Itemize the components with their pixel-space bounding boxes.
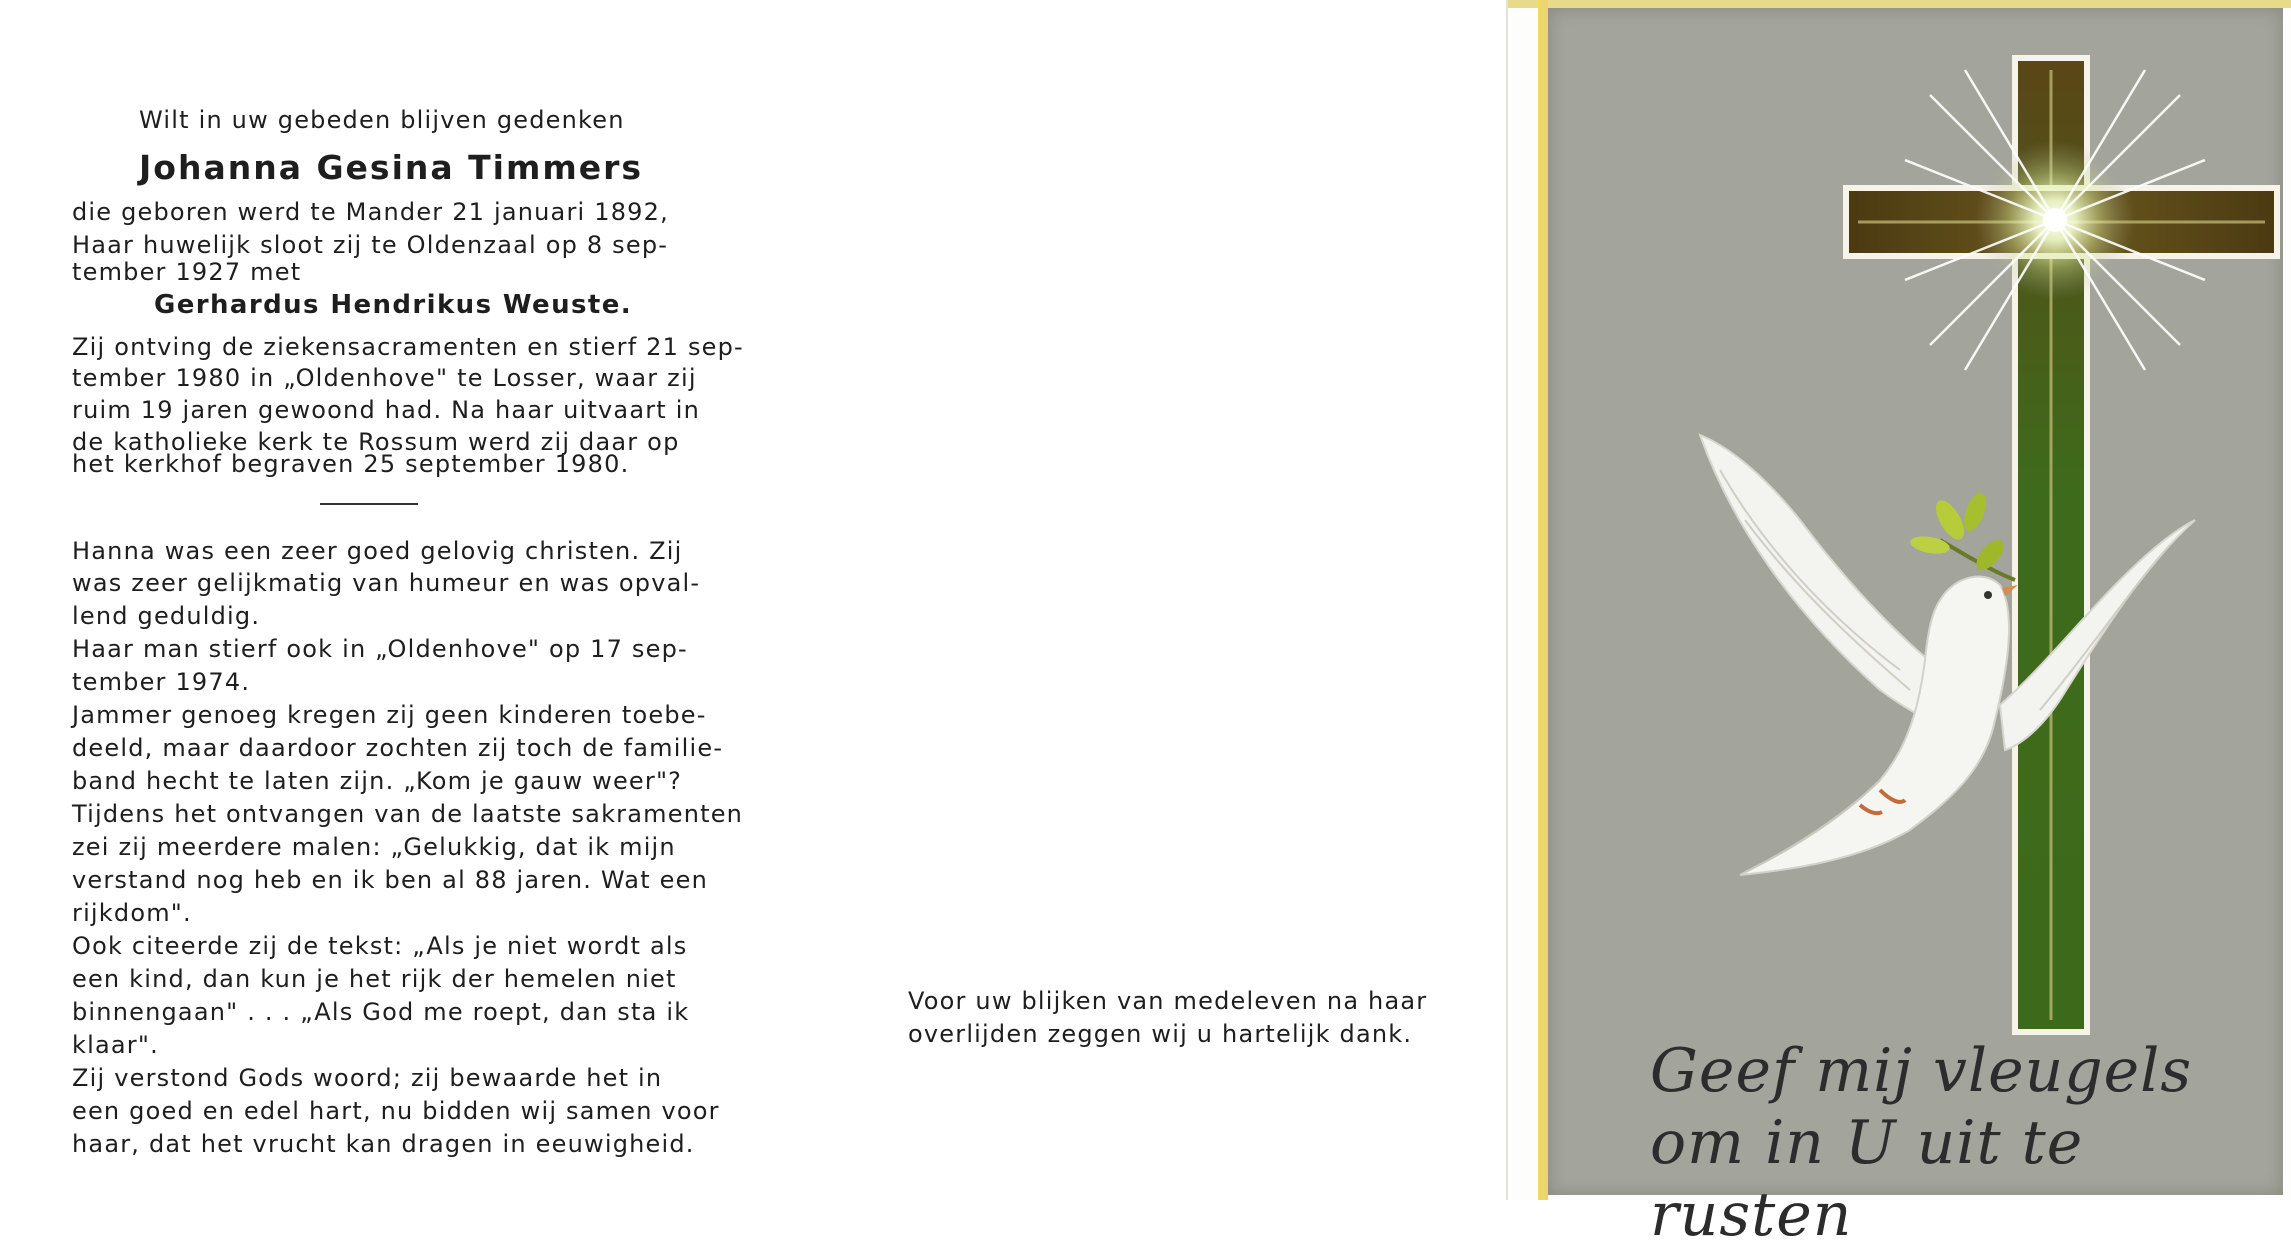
memorial-line: tember 1974. [72, 668, 251, 696]
death-line: het kerkhof begraven 25 september 1980. [72, 450, 630, 478]
thanks-line: overlijden zeggen wij u hartelijk dank. [908, 1020, 1413, 1048]
memorial-line: zei zij meerdere malen: „Gelukkig, dat ik mijn [72, 833, 676, 861]
memorial-line: verstand nog heb en ik ben al 88 jaren. Wat een [72, 866, 708, 894]
spouse-name: Gerhardus Hendrikus Weuste. [154, 290, 633, 320]
memorial-line: Hanna was een zeer goed gelovig christen. Zij [72, 537, 683, 565]
memorial-line: Jammer genoeg kregen zij geen kinderen toebe- [72, 701, 707, 729]
motto-line: Geef mij vleugels [1650, 1036, 2193, 1106]
bio-line: die geboren werd te Mander 21 januari 1892, [72, 198, 669, 226]
card-motto [1650, 1035, 2250, 1251]
bio-line: tember 1927 met [72, 258, 302, 286]
death-line: de katholieke kerk te Rossum werd zij daar op [72, 428, 680, 456]
motto-line: om in U uit te rusten [1650, 1108, 2084, 1250]
intro-line: Wilt in uw gebeden blijven gedenken [139, 106, 625, 134]
memorial-line: Zij verstond Gods woord; zij bewaarde het in [72, 1064, 663, 1092]
memorial-line: een goed en edel hart, nu bidden wij samen voor [72, 1097, 720, 1125]
death-line: tember 1980 in „Oldenhove" te Losser, waar zij [72, 364, 697, 392]
memorial-line: band hecht te laten zijn. „Kom je gauw weer"? [72, 767, 683, 795]
deceased-name: Johanna Gesina Timmers [139, 148, 644, 187]
memorial-line: lend geduldig. [72, 602, 261, 630]
memorial-line: binnengaan" . . . „Als God me roept, dan sta ik [72, 998, 690, 1026]
memorial-line: deeld, maar daardoor zochten zij toch de familie- [72, 734, 724, 762]
death-line: Zij ontving de ziekensacramenten en stierf 21 sep- [72, 333, 744, 361]
memorial-line: rijkdom". [72, 899, 192, 927]
memorial-line: Tijdens het ontvangen van de laatste sakramenten [72, 800, 744, 828]
thanks-line: Voor uw blijken van medeleven na haar [908, 987, 1428, 1015]
memorial-line: Haar man stierf ook in „Oldenhove" op 17 sep- [72, 635, 688, 663]
bio-line: Haar huwelijk sloot zij te Oldenzaal op 8 sep- [72, 231, 669, 259]
memorial-line: was zeer gelijkmatig van humeur en was opval- [72, 569, 701, 597]
memorial-line: haar, dat het vrucht kan dragen in eeuwigheid. [72, 1130, 695, 1158]
death-line: ruim 19 jaren gewoond had. Na haar uitvaart in [72, 396, 701, 424]
olive-branch-icon [1909, 490, 2015, 580]
memorial-line: klaar". [72, 1031, 159, 1059]
memorial-line: een kind, dan kun je het rijk der hemelen niet [72, 965, 677, 993]
memorial-line: Ook citeerde zij de tekst: „Als je niet wordt als [72, 932, 688, 960]
dove-icon [1700, 435, 2195, 875]
